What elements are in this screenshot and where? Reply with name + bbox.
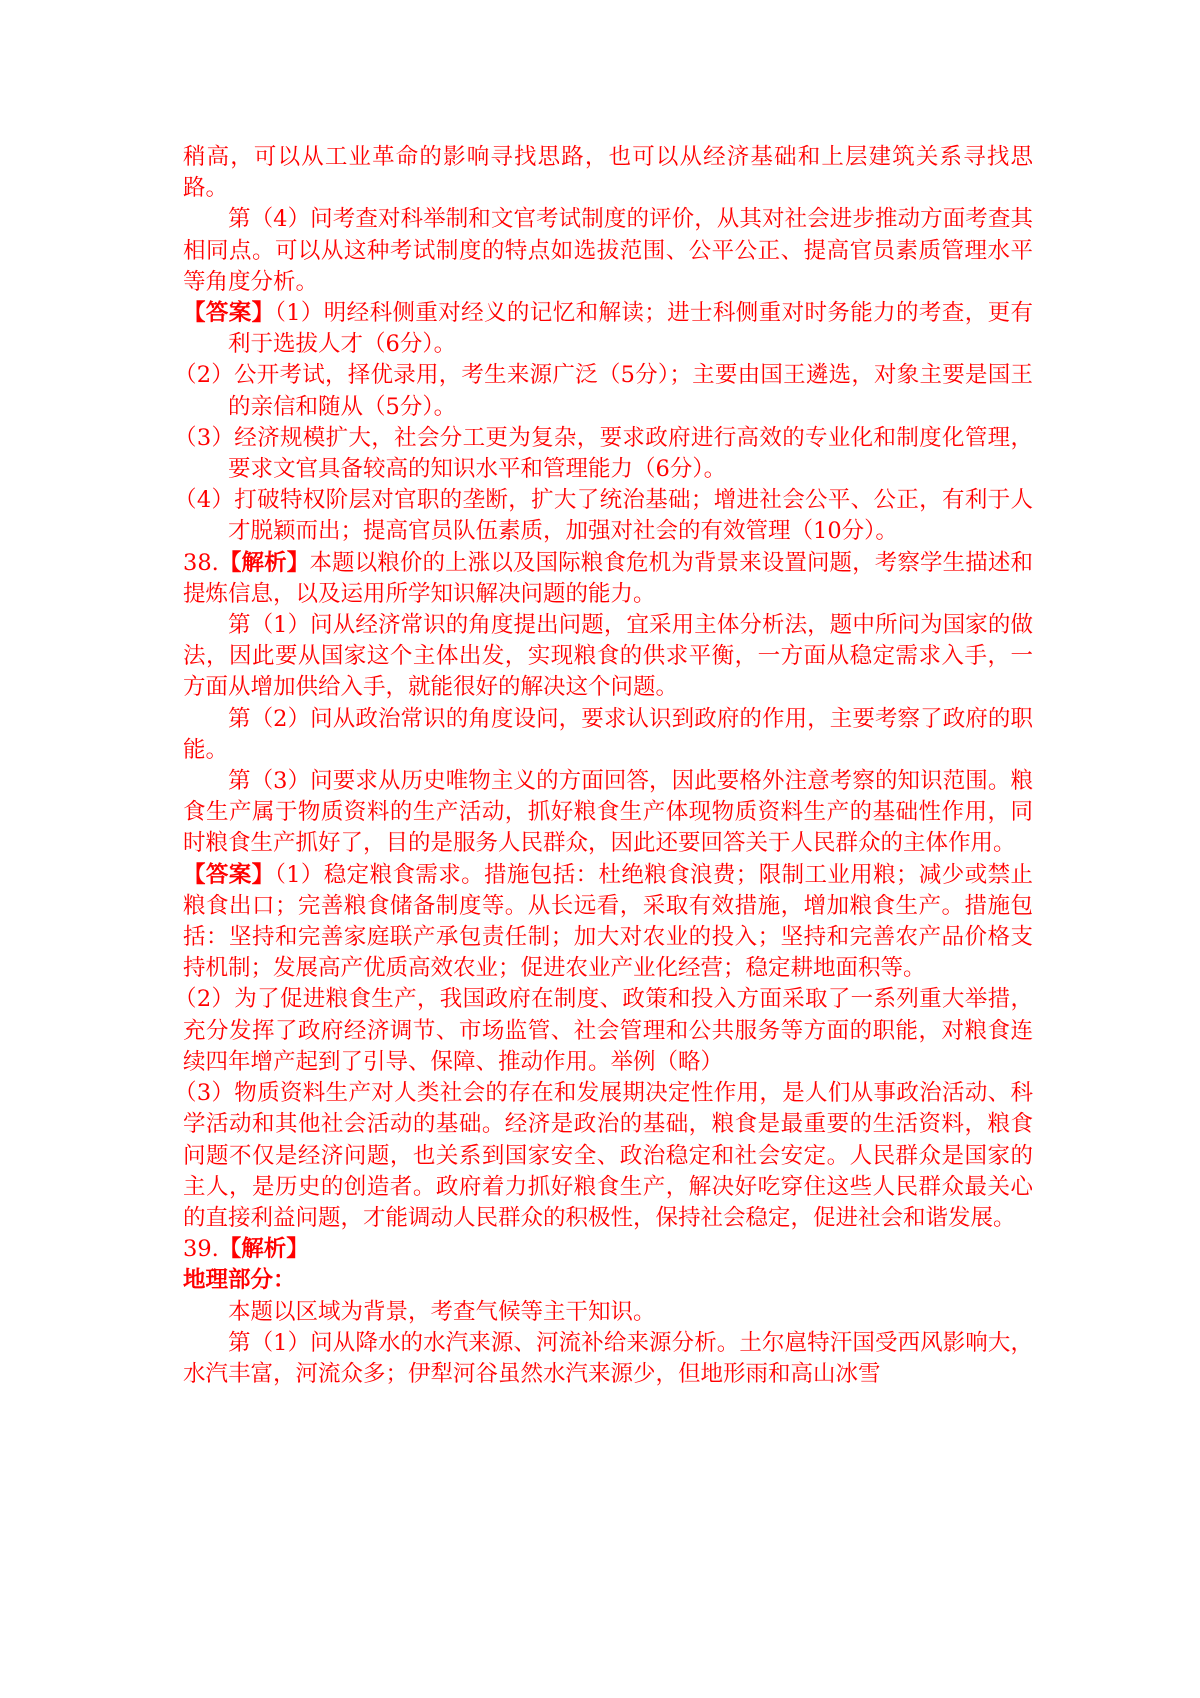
q39-heading [183, 1234, 1033, 1265]
question-number: 38. [183, 549, 219, 576]
answer-item-4: （4）打破特权阶层对官职的垄断，扩大了统治基础；增进社会公平、公正，有利于人才脱颖而出；提高官员队伍素质，加强对社会的有效管理（10分）。 [174, 487, 1033, 545]
q38-answer-2: （2）为了促进粮食生产，我国政府在制度、政策和投入方面采取了一系列重大举措，充分发挥了政府经济调节、市场监管、社会管理和公共服务等方面的职能，对粮食连续四年增产起到了引导、保障、推动作用。举例（略） [174, 986, 1033, 1075]
paragraph-continued: 稍高，可以从工业革命的影响寻找思路，也可以从经济基础和上层建筑关系寻找思路。 [183, 144, 1033, 202]
question-number: 39. [183, 1236, 219, 1263]
answer-text: （1）明经科侧重对经义的记忆和解读；进士科侧重对时务能力的考查，更有利于选拔人才（6分）。 [228, 300, 1033, 358]
q38-analysis-2: 第（2）问从政治常识的角度设问，要求认识到政府的作用，主要考察了政府的职能。 [183, 705, 1033, 763]
document-page [174, 142, 1033, 1390]
q38-analysis-1: 第（1）问从经济常识的角度提出问题，宜采用主体分析法，题中所问为国家的做法，因此要从国家这个主体出发，实现粮食的供求平衡，一方面从稳定需求入手，一方面从增加供给入手，就能很好的解决这个问题。 [183, 612, 1033, 701]
analysis-label: 【解析】 [218, 549, 310, 576]
answer-text: （1）稳定粮食需求。措施包括：杜绝粮食浪费；限制工业用粮；减少或禁止粮食出口；完善粮食储备制度等。从长远看，采取有效措施，增加粮食生产。措施包括：坚持和完善家庭联产承包责任制；加大对农业的投入；坚持和完善农产品价格支持机制；发展高产优质高效农业；促进农业产业化经营；稳定耕地面积等。 [183, 861, 1033, 982]
q38-answer-3: （3）物质资料生产对人类社会的存在和发展期决定性作用，是人们从事政治活动、科学活动和其他社会活动的基础。经济是政治的基础，粮食是最重要的生活资料，粮食问题不仅是经济问题，也关系到国家安全、政治稳定和社会安定。人民群众是国家的主人，是历史的创造者。政府着力抓好粮食生产，解决好吃穿住这些人民群众最关心的直接利益问题，才能调动人民群众的积极性，保持社会稳定，促进社会和谐发展。 [174, 1080, 1033, 1231]
q39-paragraph-1: 本题以区域为背景，考查气候等主干知识。 [228, 1298, 656, 1325]
q38-answer-1 [183, 860, 1033, 985]
q38-analysis-3: 第（3）问要求从历史唯物主义的方面回答，因此要格外注意考察的知识范围。粮食生产属于物质资料的生产活动，抓好粮食生产体现物质资料生产的基础性作用，同时粮食生产抓好了，目的是服务人民群众，因此还要回答关于人民群众的主体作用。 [183, 768, 1033, 857]
answer-item-3: （3）经济规模扩大，社会分工更为复杂，要求政府进行高效的专业化和制度化管理，要求文官具备较高的知识水平和管理能力（6分）。 [174, 424, 1033, 483]
analysis-label: 【解析】 [218, 1236, 309, 1263]
q38-intro [183, 548, 1033, 610]
answer-label: 【答案】 [183, 300, 275, 327]
paragraph-q4-analysis: 第（4）问考查对科举制和文官考试制度的评价，从其对社会进步推动方面考查其相同点。可以从这种考试制度的特点如选拔范围、公平公正、提高官员素质管理水平等角度分析。 [183, 206, 1033, 295]
answer-label: 【答案】 [183, 861, 275, 888]
q39-paragraph-2: 第（1）问从降水的水汽来源、河流补给来源分析。土尔扈特汗国受西风影响大，水汽丰富，河流众多；伊犁河谷虽然水汽来源少，但地形雨和高山冰雪 [183, 1329, 1033, 1387]
answer-item-2: （2）公开考试，择优录用，考生来源广泛（5分）；主要由国王遴选，对象主要是国王的亲信和随从（5分）。 [174, 362, 1033, 420]
answer-item-1 [183, 298, 1033, 360]
section-heading-geography: 地理部分： [183, 1267, 296, 1294]
analysis-text: 本题以粮价的上涨以及国际粮食危机为背景来设置问题，考察学生描述和提炼信息，以及运用所学知识解决问题的能力。 [183, 549, 1033, 607]
